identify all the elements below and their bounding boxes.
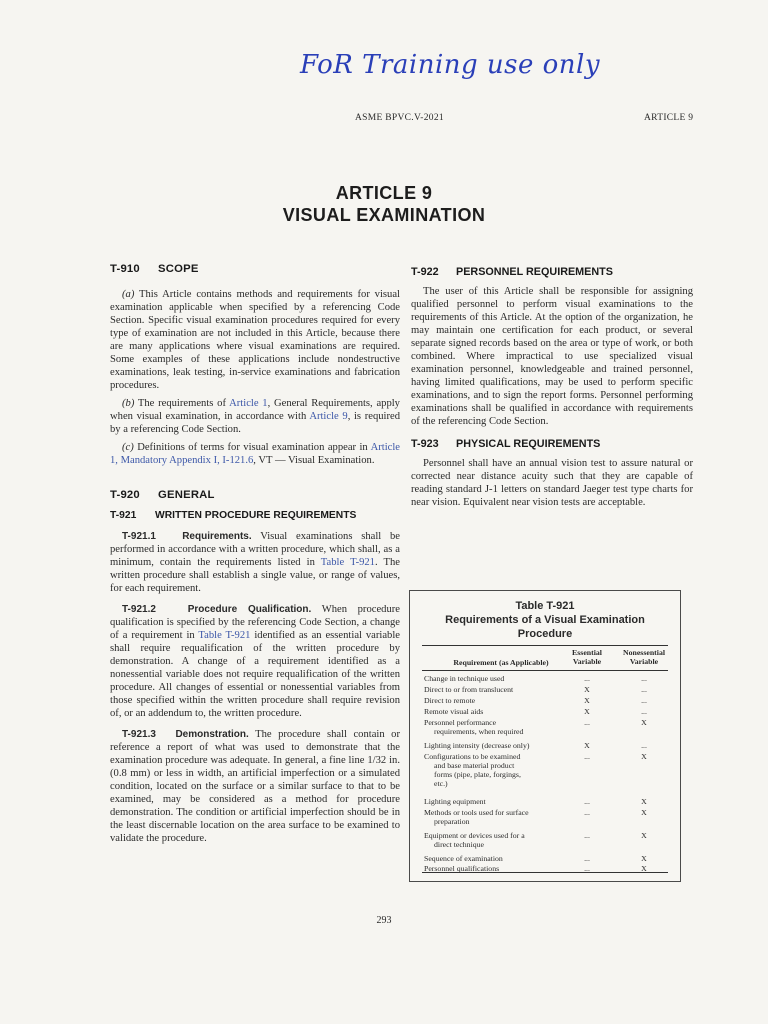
page-number: 293 [376, 915, 392, 926]
link-table-t921[interactable]: Table T-921 [198, 630, 251, 641]
link-article-9[interactable]: Article 9 [309, 411, 348, 422]
t921-3-paragraph: T-921.3 Demonstration. The procedure shall contain or reference a report of what was used to demonstrate that the examination procedure was adequate. In general, a fine line 1/32 in. (0.8 mm) or less in width, an artificial imperfection or a simulated condition, located on the surface or a similar surface to that to be examined, may be considered as a method for procedure demonstration. The condition or artificial imperfection should be in the least discernable location on the area surface to be examined to validate the procedure. [110, 729, 400, 844]
table-bottom-rule [422, 872, 668, 873]
link-mandatory-appendix[interactable]: Article 1, Mandatory Appendix I, I-121.6 [110, 442, 400, 466]
section-t921-heading: T-921 WRITTEN PROCEDURE REQUIREMENTS [110, 510, 357, 521]
link-article-1[interactable]: Article 1 [229, 398, 268, 409]
col-requirement: Requirement (as Applicable) [453, 658, 549, 667]
t910-paragraph-a: (a) This Article contains methods and requirements for visual examination applicable when specified by a referencing Code Section. Specific visual examination procedures required for every type of examination are not included in this Article, because there are many applications where visual examinations are required. Some examples of these applications include nondestructive examinations, leak testing, in-service examinations and fabrication procedures. [110, 289, 400, 391]
t910-paragraph-b: (b) The requirements of Article 1, General Requirements, apply when visual examination, in accordance with Article 9, is required by a referencing Code Section. [110, 398, 401, 435]
t922-paragraph: The user of this Article shall be responsible for assigning qualified personnel to perform visual examinations to the requirements of this Article. At the option of the organization, he may maintain one certification for each product, or several separate signed records based on the area or type of work, or both combined. Where impractical to use specialized visual examination personnel, knowledgeable and trained personnel, having limited qualifications, may be used to perform specific examinations, and to sign the report forms. Personnel performing examinations shall be qualified in accordance with requirements of the referencing Code Section. [411, 286, 693, 427]
section-t910-heading: T-910 SCOPE [110, 263, 199, 275]
col-essential: Essential Variable [572, 648, 602, 666]
table-t921: Table T-921 Requirements of a Visual Examination Procedure Requirement (as Applicable) Essential Variable Nonessential Variable Change in technique used ... ... Direct to or from translucent X ... Direct to remote X ... Remote visual aids X ... Personnel performance requirements, when required ... X Lighting intensity (decrease only) X ... Configurations to be examined and base material product forms (pipe, plate, forgings, etc.) ... X Lighting equipment ... X Methods or tools used for surface preparation ... X Equipment or devices used for a direct technique ... X Sequence of examination ... X Personnel qualifications ... X [409, 590, 681, 882]
t921-1-paragraph: T-921.1 Requirements. Visual examinations shall be performed in accordance with a written procedure, which shall, as a minimum, contain the requirements listed in Table T-921. The written procedure shall establish a single value, or range of values, for each requirement. [110, 531, 400, 594]
table-title: Table T-921 Requirements of a Visual Examination Procedure [445, 600, 645, 640]
section-t920-heading: T-920 GENERAL [110, 489, 215, 501]
header-article: ARTICLE 9 [644, 113, 694, 123]
t923-paragraph: Personnel shall have an annual vision test to assure natural or corrected near distance acuity such that they are capable of reading standard J-1 letters on standard Jaeger test type charts for near vision. Equivalent near vision tests are acceptable. [411, 458, 693, 508]
table-header [422, 645, 668, 671]
left-column [110, 263, 400, 850]
t921-2-paragraph: T-921.2 Procedure Qualification. When procedure qualification is specified by the referencing Code Section, a change of a requirement in Table T-921 identified as an essential variable shall require requalification of the written procedure by demonstration. A change of a requirement identified as a nonessential variable does not require requalification of the written procedure. All changes of essential or nonessential variables from those specified within the written procedure shall require revision of, or an addendum to, the written procedure. [110, 604, 400, 719]
article-title: VISUAL EXAMINATION [282, 205, 486, 225]
article-number: ARTICLE 9 [335, 183, 433, 203]
section-t923-heading: T-923 PHYSICAL REQUIREMENTS [411, 438, 601, 450]
section-t922-heading: T-922 PERSONNEL REQUIREMENTS [411, 266, 613, 278]
header-code: ASME BPVC.V-2021 [355, 113, 444, 123]
link-table-t921[interactable]: Table T-921 [320, 557, 375, 568]
col-nonessential: Nonessential Variable [622, 648, 666, 666]
t910-paragraph-c: (c) Definitions of terms for visual examination appear in Article 1, Mandatory Appendix I, I-121.6, VT — Visual Examination. [110, 442, 400, 466]
right-column [411, 266, 693, 514]
handwritten-note: FoR Training use only [300, 50, 601, 80]
